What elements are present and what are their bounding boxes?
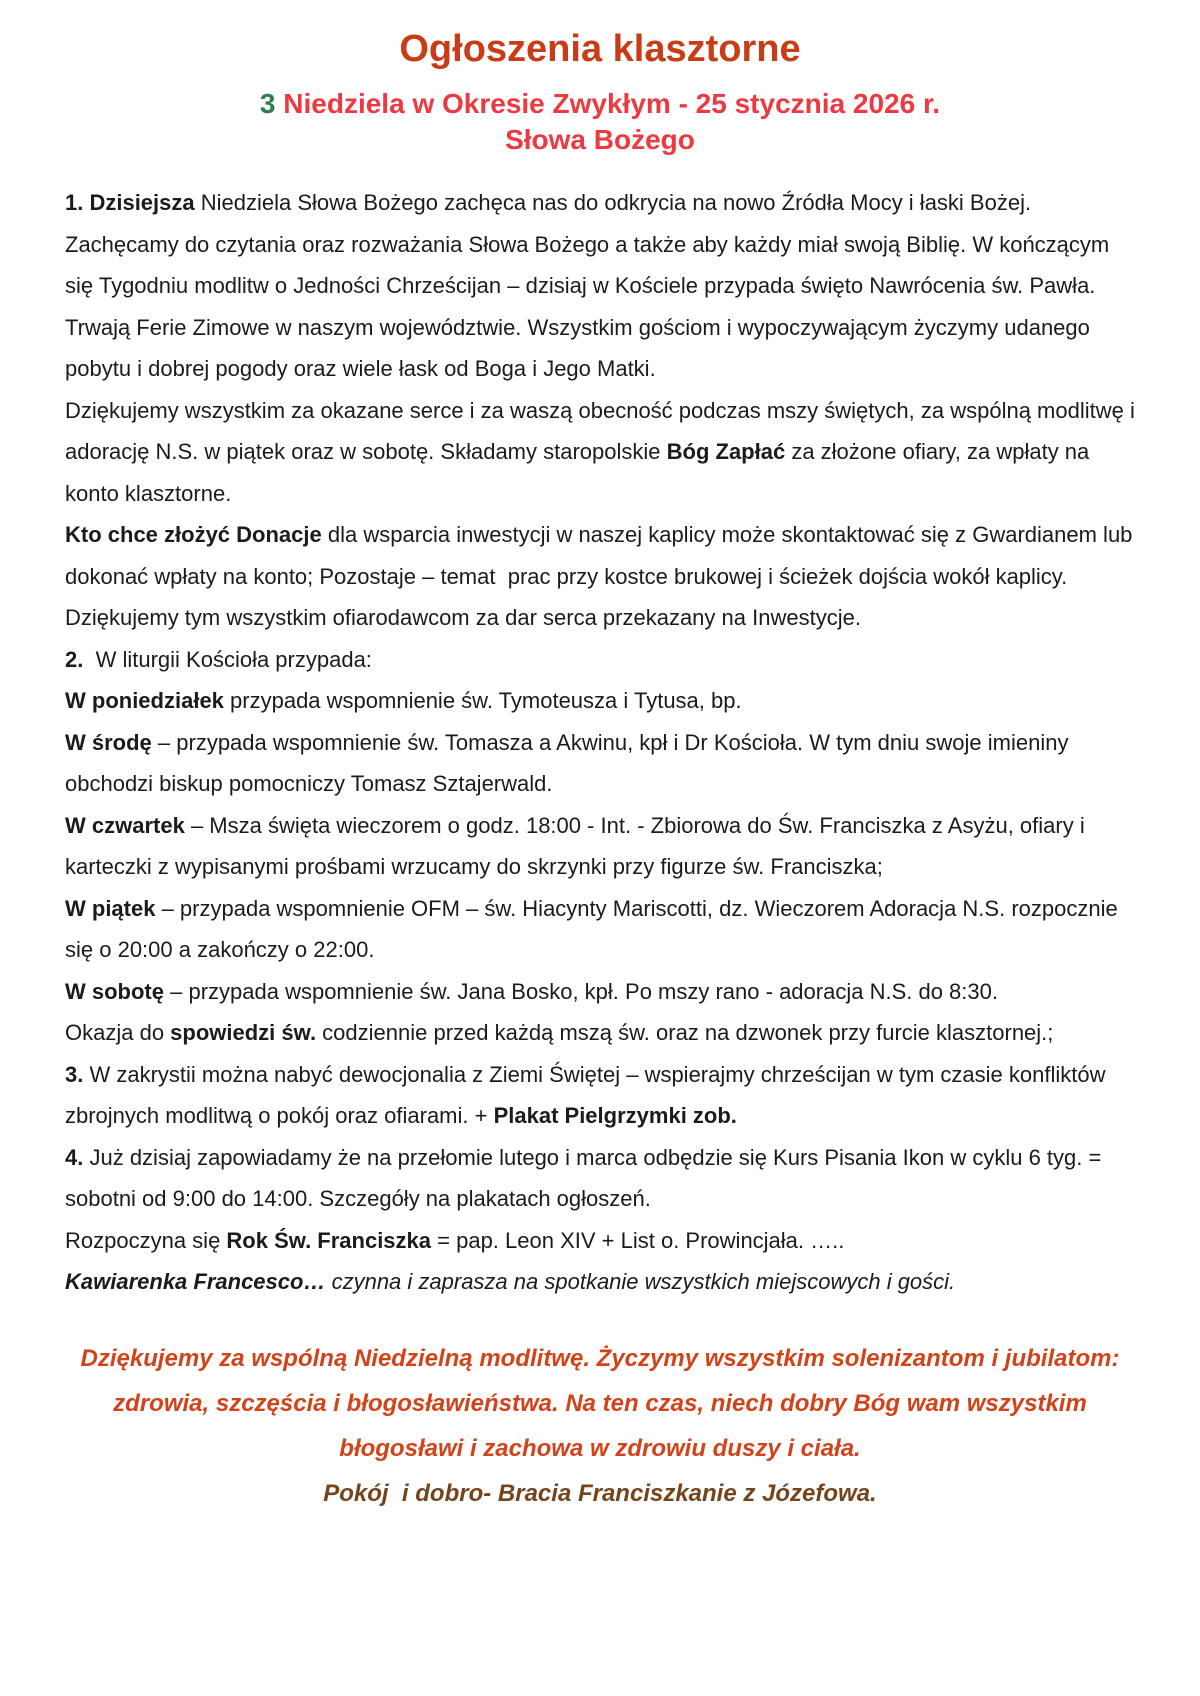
subtitle-date-text: Niedziela w Okresie Zwykłym - 25 stycznia 2026 r. — [275, 88, 941, 119]
paragraph — [65, 639, 1140, 681]
text-run: czynna i zaprasza na spotkanie wszystkich miejscowych i gości. — [331, 1269, 956, 1294]
paragraph — [65, 888, 1140, 971]
text-run: Dziękujemy wszystkim za okazane serce i za waszą obecność podczas mszy świętych, za wspólną modlitwę i adorację N.S. w piątek oraz w sobotę. Składamy staropolskie — [65, 397, 1141, 464]
text-run: codziennie przed każdą mszą św. oraz na dzwonek przy furcie klasztornej.; — [316, 1020, 1054, 1045]
text-run: W piątek — [65, 895, 156, 921]
text-run: 2. — [65, 646, 84, 672]
page-title: Ogłoszenia klasztorne — [399, 28, 801, 70]
text-run: Okazja do — [65, 1020, 171, 1045]
text-run: Rok Św. Franciszka — [226, 1227, 432, 1253]
paragraph — [65, 307, 1140, 390]
text-run: W środę — [65, 729, 152, 755]
text-run: W sobotę — [65, 978, 164, 1004]
paragraph — [65, 1220, 1140, 1262]
text-run: przypada wspomnienie św. Tymoteusza i Tytusa, bp. — [223, 688, 742, 713]
paragraph — [65, 1054, 1140, 1137]
text-run: dla wsparcia inwestycji w naszej kaplicy może skontaktować się z Gwardianem lub dokonać wpłaty na konto; Pozostaje – temat prac przy kostce brukowej i ścieżek dojścia wokół kaplicy. Dziękujemy tym wszystkim ofiarodawcom za dar serca przekazany na Inwestycje. — [65, 522, 1139, 630]
paragraph — [65, 971, 1140, 1013]
text-run: Trwają Ferie Zimowe w naszym województwie. Wszystkim gościom i wypoczywającym życzymy udanego pobytu i dobrej pogody oraz wiele łask od Boga i Jego Matki. — [65, 314, 1097, 381]
text-run: Bóg Zapłać — [666, 439, 786, 464]
paragraph — [65, 805, 1140, 888]
paragraph — [65, 1261, 1140, 1303]
paragraph — [65, 390, 1140, 515]
text-run: Kto chce złożyć Donacje — [65, 522, 322, 547]
text-run: Kawiarenka Francesco… — [65, 1269, 332, 1294]
text-run: W liturgii Kościoła przypada: — [83, 646, 372, 672]
announcement-body — [0, 182, 1200, 1303]
text-run: = pap. Leon XIV + List o. Prowincjała. ….. — [431, 1227, 845, 1253]
closing-signature: Pokój i dobro- Bracia Franciszkanie z Józefowa. — [323, 1479, 877, 1507]
text-run: W poniedziałek — [65, 688, 224, 713]
subtitle-week-number: 3 — [259, 88, 276, 119]
text-run: 4. — [65, 1144, 84, 1170]
paragraph — [65, 182, 1140, 307]
text-run: Rozpoczyna się — [65, 1227, 227, 1253]
text-run: spowiedzi św. — [170, 1020, 317, 1045]
subtitle-second-line: Słowa Bożego — [505, 124, 695, 155]
text-run: – przypada wspomnienie św. Jana Bosko, kpł. Po mszy rano - adoracja N.S. do 8:30. — [164, 978, 998, 1004]
blessing-text: Dziękujemy za wspólną Niedzielną modlitwę. Życzymy wszystkim solenizantom i jubilatom: zdrowia, szczęścia i błogosławieństwa. Na ten czas, niech dobry Bóg wam wszystkim błogosławi i zachowa w zdrowiu duszy i ciała. — [80, 1344, 1127, 1462]
text-run: Niedziela Słowa Bożego zachęca nas do odkrycia na nowo Źródła Mocy i łaski Bożej. Zachęcamy do czytania oraz rozważania Słowa Bożego a także aby każdy miał swoją Biblię. W kończącym się Tygodniu modlitw o Jedności Chrześcijan – dzisiaj w Kościele przypada święto Nawrócenia św. Pawła. — [65, 190, 1116, 298]
text-run: W zakrystii można nabyć dewocjonalia z Ziemi Świętej – wspierajmy chrześcijan w tym czasie konfliktów zbrojnych modlitwą o pokój oraz ofiarami. + — [65, 1061, 1112, 1128]
paragraph — [65, 722, 1140, 805]
text-run: – przypada wspomnienie św. Tomasza a Akwinu, kpł i Dr Kościoła. W tym dniu swoje imieniny obchodzi biskup pomocniczy Tomasz Sztajerwald. — [65, 729, 1075, 796]
paragraph — [65, 514, 1140, 639]
text-run: – Msza święta wieczorem o godz. 18:00 - Int. - Zbiorowa do Św. Franciszka z Asyżu, ofiary i karteczki z wypisanymi prośbami wrzucamy do skrzynki przy figurze św. Franciszka; — [65, 812, 1091, 879]
text-run: – przypada wspomnienie OFM – św. Hiacynty Mariscotti, dz. Wieczorem Adoracja N.S. rozpocznie się o 20:00 a zakończy o 22:00. — [65, 895, 1124, 962]
text-run: W czwartek — [65, 812, 185, 838]
paragraph — [65, 1137, 1140, 1220]
text-run: 3. — [65, 1061, 84, 1087]
text-run: Już dzisiaj zapowiadamy że na przełomie lutego i marca odbędzie się Kurs Pisania Ikon w cyklu 6 tyg. = sobotni od 9:00 do 14:00. Szczegóły na plakatach ogłoszeń. — [65, 1144, 1108, 1211]
paragraph — [65, 680, 1140, 722]
paragraph — [65, 1012, 1140, 1054]
page-subtitle — [0, 86, 1200, 158]
text-run: za złożone ofiary, za wpłaty na konto klasztorne. — [65, 439, 1096, 506]
text-run: Plakat Pielgrzymki zob. — [493, 1103, 737, 1128]
text-run: 1. Dzisiejsza — [65, 190, 195, 215]
